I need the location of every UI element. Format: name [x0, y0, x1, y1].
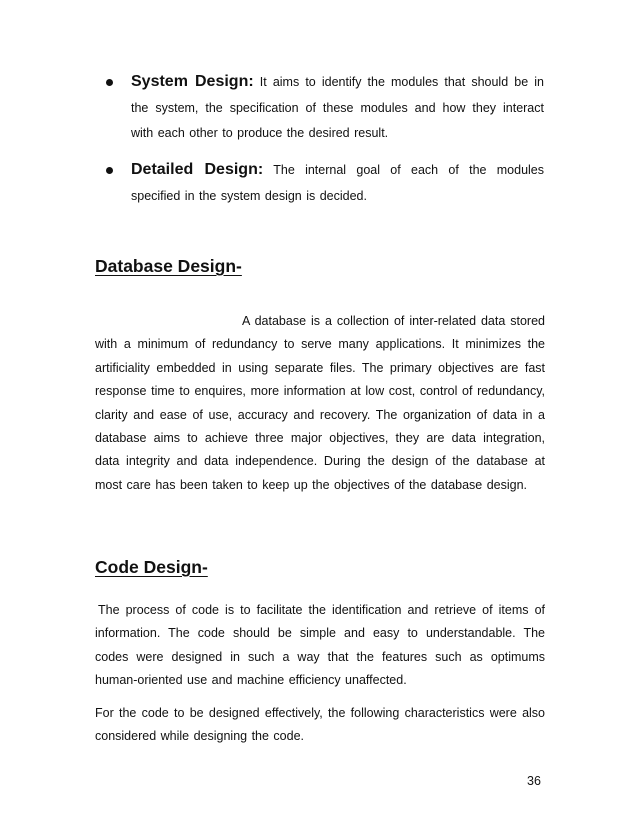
- bullet-term: Detailed Design:: [131, 161, 264, 178]
- bullet-body: [131, 69, 544, 147]
- bullet-term: System Design:: [131, 73, 254, 90]
- page-number: 36: [527, 774, 541, 788]
- bullet-icon: [106, 167, 113, 174]
- database-design-heading: Database Design-: [95, 256, 242, 276]
- code-design-paragraph-1: The process of code is to facilitate the identification and retrieve of items of information. The code should be simple and easy to understandable. The codes were designed in such a way that the features such as optimums human-oriented use and machine efficiency unaffected.: [95, 603, 545, 688]
- code-design-heading: Code Design-: [95, 557, 208, 577]
- bullet-text: The internal goal of each of the modules specified in the system design is decided.: [131, 163, 545, 203]
- bullet-detailed-design: [104, 157, 544, 209]
- database-design-paragraph: A database is a collection of inter-related data stored with a minimum of redundancy to serve many applications. It minimizes the artificiality embedded in using separate files. The primary objectives are fast response time to enquires, more information at low cost, control of redundancy, clarity and ease of use, accuracy and recovery. The organization of data in a database aims to achieve three major objectives, they are data integration, data integrity and data independence. During the design of the database at most care has been taken to keep up the objectives of the database design.: [95, 314, 545, 492]
- code-design-paragraph-2: For the code to be designed effectively, the following characteristics were also considered while designing the code.: [95, 706, 545, 744]
- bullet-system-design: [104, 69, 544, 147]
- bullet-text: It aims to identify the modules that should be in the system, the specification of these modules and how they interact with each other to produce the desired result.: [131, 75, 544, 140]
- bullet-icon: [106, 79, 113, 86]
- bullet-body: [131, 157, 544, 209]
